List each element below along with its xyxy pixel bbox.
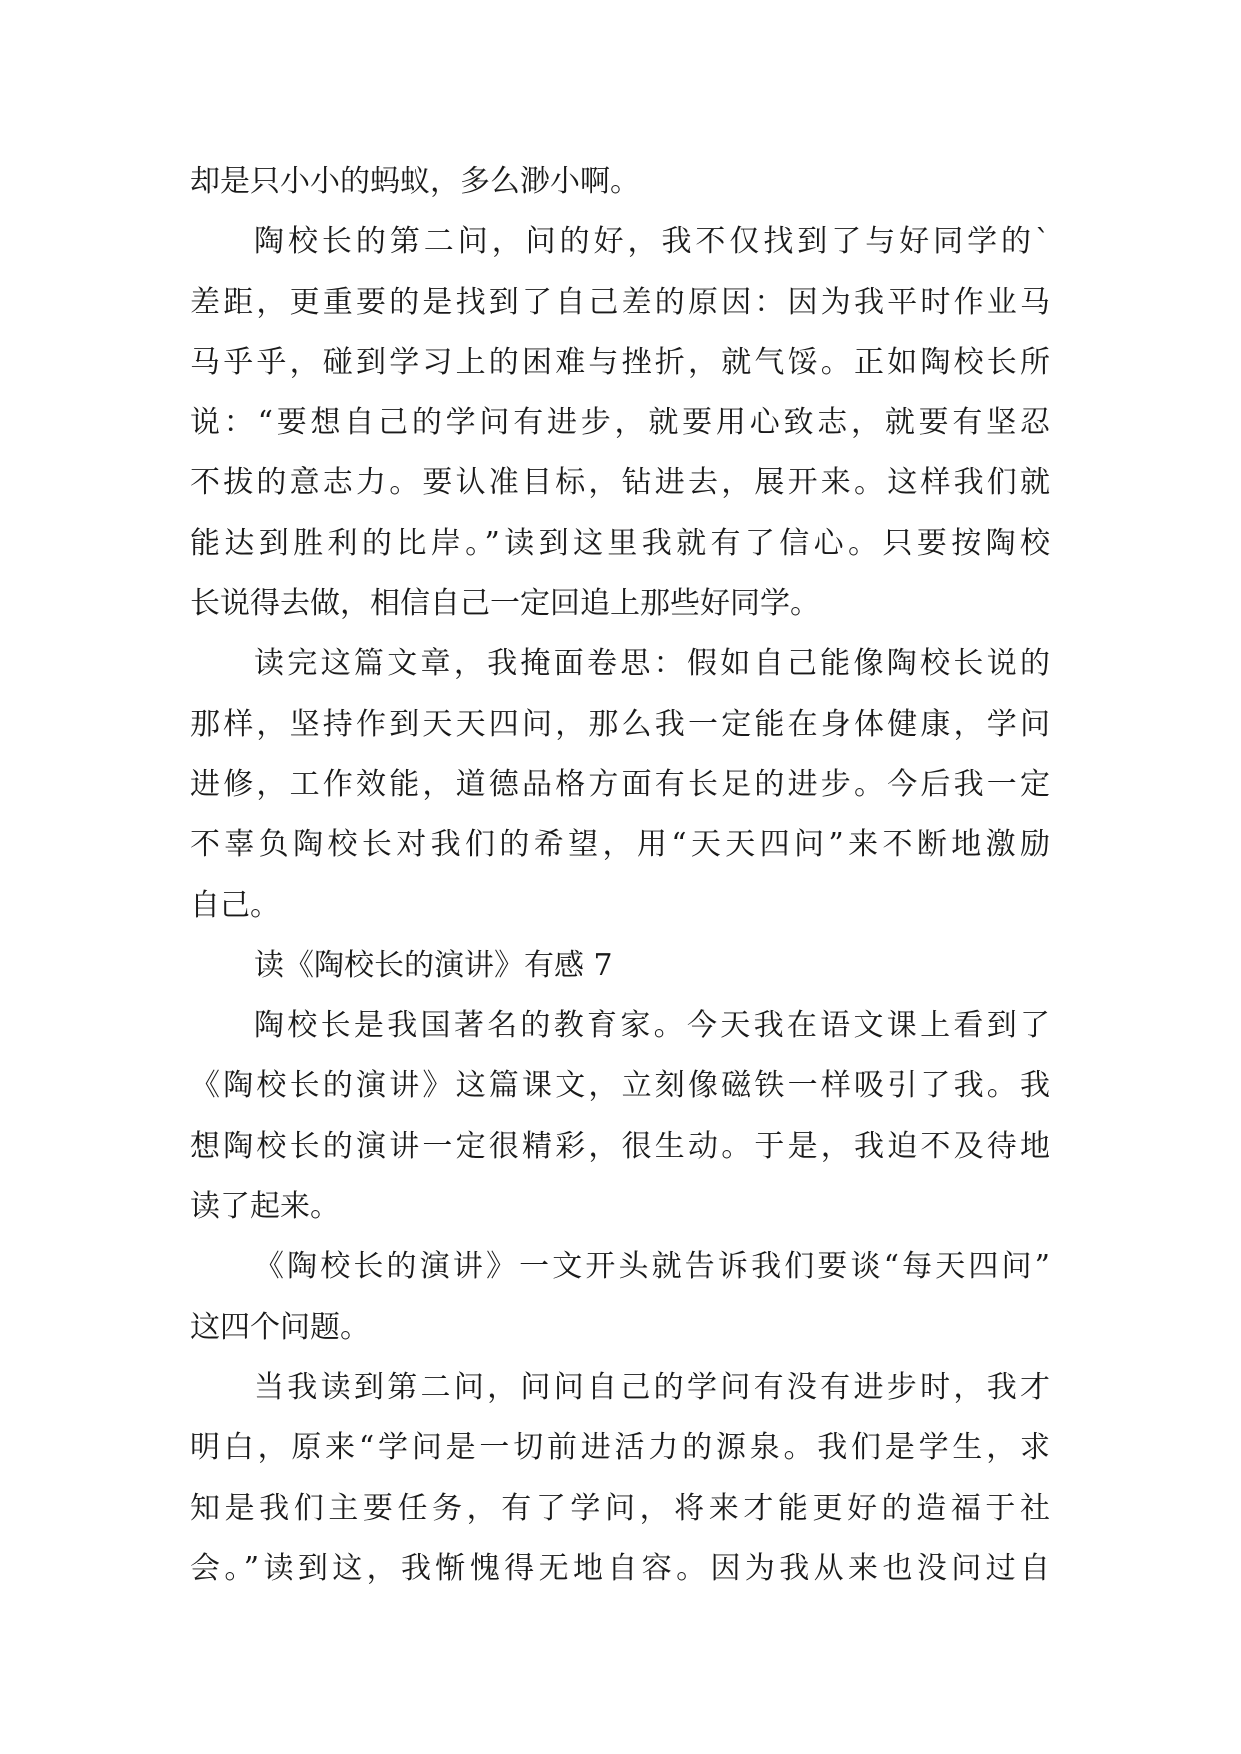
text-line: 读完这篇文章，我掩面卷思：假如自己能像陶校长说的 [254, 646, 1050, 682]
text-line: 却是只小小的蚂蚁，多么渺小啊。 [190, 164, 640, 199]
text-line: 想陶校长的演讲一定很精彩，很生动。于是，我迫不及待地 [190, 1128, 1050, 1164]
text-line: 不辜负陶校长对我们的希望，用“天天四问”来不断地激励 [190, 827, 1050, 863]
text-line: 马乎乎，碰到学习上的困难与挫折，就气馁。正如陶校长所 [190, 344, 1050, 380]
text-line: 《陶校长的演讲》一文开头就告诉我们要谈“每天四问” [254, 1249, 1050, 1285]
text-line: 当我读到第二问，问问自己的学问有没有进步时，我才 [254, 1369, 1050, 1405]
text-line: 会。”读到这，我惭愧得无地自容。因为我从来也没问过自 [190, 1550, 1050, 1586]
text-line: 说：“要想自己的学问有进步，就要用心致志，就要有坚忍 [190, 405, 1050, 441]
text-line: 陶校长的第二问，问的好，我不仅找到了与好同学的` [254, 224, 1050, 260]
body-text [190, 152, 1050, 1599]
text-line: 明白，原来“学问是一切前进活力的源泉。我们是学生，求 [190, 1430, 1050, 1466]
text-line: 差距，更重要的是找到了自己差的原因：因为我平时作业马 [190, 284, 1050, 320]
text-line: 陶校长是我国著名的教育家。今天我在语文课上看到了 [254, 1008, 1050, 1044]
text-line: 进修，工作效能，道德品格方面有长足的进步。今后我一定 [190, 766, 1050, 802]
text-line: 知是我们主要任务，有了学问，将来才能更好的造福于社 [190, 1490, 1050, 1526]
text-line: 长说得去做，相信自己一定回追上那些好同学。 [190, 586, 820, 622]
text-line: 《陶校长的演讲》这篇课文，立刻像磁铁一样吸引了我。我 [190, 1068, 1050, 1104]
text-line: 不拔的意志力。要认准目标，钻进去，展开来。这样我们就 [190, 465, 1050, 501]
section-heading: 读《陶校长的演讲》有感 7 [254, 947, 613, 983]
text-line: 那样，坚持作到天天四问，那么我一定能在身体健康，学问 [190, 706, 1050, 742]
text-line: 能达到胜利的比岸。”读到这里我就有了信心。只要按陶校 [190, 525, 1050, 561]
text-line: 这四个问题。 [190, 1309, 370, 1345]
text-line: 读了起来。 [190, 1189, 340, 1225]
text-line: 自己。 [190, 887, 280, 923]
